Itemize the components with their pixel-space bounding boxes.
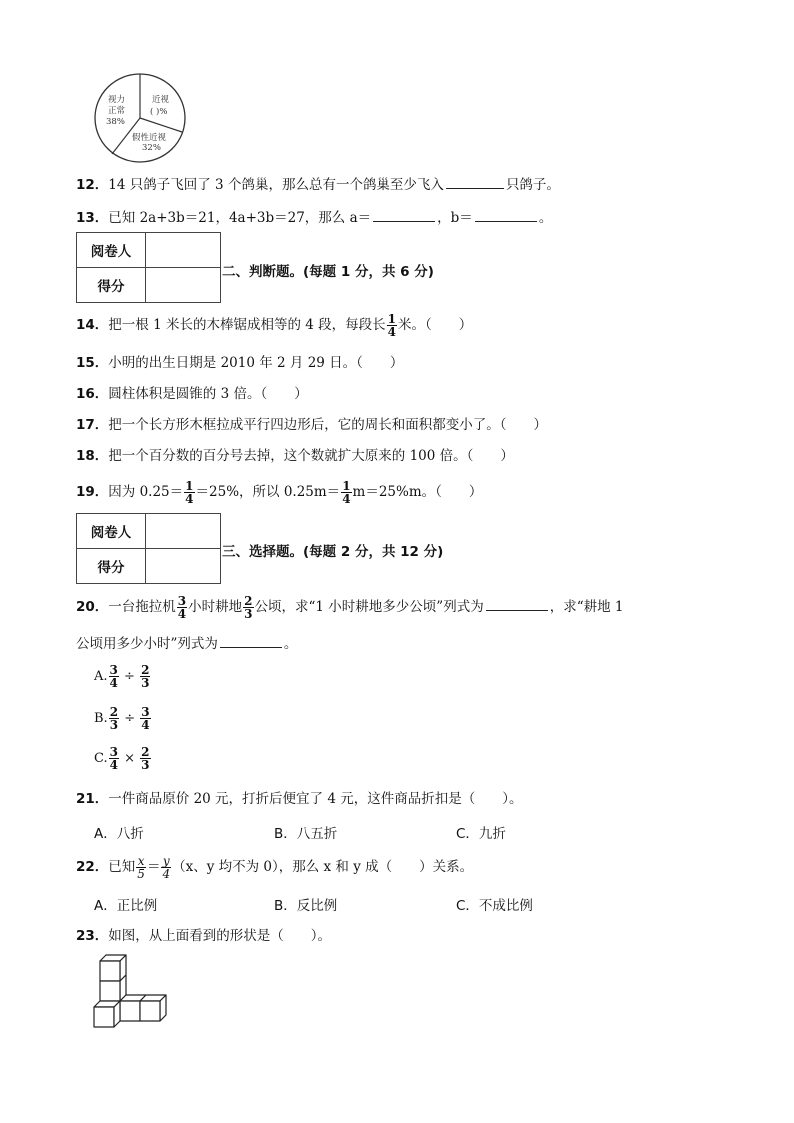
reviewer-label: 阅卷人	[77, 233, 146, 268]
answer-blank-b[interactable]	[475, 207, 537, 222]
q22-option-c[interactable]: C．不成比例	[456, 898, 533, 914]
question-number: 17．	[76, 417, 109, 433]
question-number: 16．	[76, 386, 109, 402]
fraction-quarter-a: $\frac{1}{4}$	[185, 479, 194, 506]
vision-pie-chart	[92, 70, 192, 166]
question-23	[76, 925, 331, 947]
question-12	[76, 174, 560, 196]
pie-label-pseudo: 假性近视	[132, 133, 167, 143]
score-box-section3	[76, 513, 221, 584]
question-tail: 。	[538, 210, 553, 226]
question-number: 22．	[76, 859, 109, 875]
question-text-b: （x、y 均不为 0），那么 x 和 y 成（ ）关系。	[172, 859, 474, 875]
q20-option-a[interactable]: A. $\frac{3}{4}$ ÷ $\frac{2}{3}$	[94, 663, 150, 690]
question-text: 14 只鸽子飞回了 3 个鸽巢，那么总有一个鸽巢至少飞入	[108, 177, 444, 193]
q21-option-a[interactable]: A．八折	[94, 826, 144, 842]
section-2-title: 二、判断题。(每题 1 分，共 6 分)	[222, 264, 434, 280]
q22-option-b[interactable]: B．反比例	[274, 898, 338, 914]
q20-option-c[interactable]: C. $\frac{3}{4}$ × $\frac{2}{3}$	[94, 745, 150, 772]
answer-blank-b[interactable]	[220, 633, 282, 648]
question-text-b: 小时耕地	[188, 599, 243, 615]
question-text-a: 因为 0.25＝	[108, 484, 184, 500]
q21-option-b[interactable]: B．八五折	[274, 826, 338, 842]
reviewer-label: 阅卷人	[77, 514, 146, 549]
question-20-line1	[76, 595, 624, 620]
question-text: 圆柱体积是圆锥的 3 倍。（ ）	[108, 386, 308, 402]
fraction-quarter-b: $\frac{1}{4}$	[342, 479, 351, 506]
question-text: 如图，从上面看到的形状是（ ）。	[108, 928, 332, 944]
question-17	[76, 414, 547, 436]
question-tail: 只鸽子。	[505, 177, 560, 193]
question-20-line2	[76, 633, 297, 655]
question-text: 把一个百分数的百分号去掉，这个数就扩大原来的 100 倍。（ ）	[108, 448, 514, 464]
question-text-c: 公顷，求“1 小时耕地多少公顷”列式为	[254, 599, 484, 615]
answer-blank[interactable]	[446, 174, 504, 189]
pie-value-pseudo: 32%	[142, 143, 161, 153]
reviewer-cell[interactable]	[146, 233, 221, 268]
question-text-a: 已知	[108, 859, 136, 875]
score-label: 得分	[77, 268, 146, 303]
pie-value-normal: 38%	[106, 117, 125, 127]
reviewer-cell[interactable]	[146, 514, 221, 549]
pie-label-normal-1: 视力	[108, 95, 126, 105]
question-number: 21．	[76, 791, 109, 807]
fraction-quarter: $\frac{1}{4}$	[387, 312, 396, 339]
question-mid: ，b＝	[437, 210, 473, 226]
score-cell[interactable]	[146, 268, 221, 303]
question-16	[76, 383, 308, 405]
question-text-d: ，求“耕地 1	[549, 599, 624, 615]
question-number: 23．	[76, 928, 109, 944]
q22-option-a[interactable]: A．正比例	[94, 898, 158, 914]
score-box-section2	[76, 232, 221, 303]
question-tail: 。	[283, 636, 298, 652]
q20-option-b[interactable]: B. $\frac{2}{3}$ ÷ $\frac{3}{4}$	[94, 705, 150, 732]
score-label: 得分	[77, 549, 146, 584]
question-text: 小明的出生日期是 2010 年 2 月 29 日。（ ）	[108, 355, 404, 371]
question-19	[76, 480, 482, 505]
question-text-a: 一台拖拉机	[108, 599, 176, 615]
question-text: 已知 2a+3b＝21，4a+3b＝27，那么 a＝	[108, 210, 372, 226]
fraction-x-over-5: $\frac{x}{5}$	[137, 854, 145, 881]
question-text: 把一个长方形木框拉成平行四边形后，它的周长和面积都变小了。（ ）	[108, 417, 548, 433]
question-number: 12．	[76, 177, 109, 193]
pie-value-myopia: ( )%	[150, 107, 168, 117]
pie-label-normal-2: 正常	[108, 106, 126, 116]
question-number: 18．	[76, 448, 109, 464]
question-text-line2: 公顷用多少小时”列式为	[76, 636, 218, 652]
question-14	[76, 313, 472, 338]
question-number: 13．	[76, 210, 109, 226]
answer-blank-a[interactable]	[486, 596, 548, 611]
section-3-title: 三、选择题。(每题 2 分，共 12 分)	[222, 544, 444, 560]
question-tail: 米。（ ）	[398, 317, 473, 333]
question-13	[76, 207, 552, 229]
score-cell[interactable]	[146, 549, 221, 584]
question-18	[76, 445, 514, 467]
question-number: 14．	[76, 317, 109, 333]
question-text-b: ＝25%，所以 0.25m＝	[195, 484, 341, 500]
question-22: 22．已知 $\frac{x}{5}$ ＝ $\frac{y}{4}$ （x、y 均不为 0），那么 x 和 y 成（ ）关系。	[76, 854, 474, 881]
fraction-y-over-4: $\frac{y}{4}$	[162, 854, 171, 881]
cube-stack-figure	[92, 952, 174, 1030]
question-number: 19．	[76, 484, 109, 500]
q21-option-c[interactable]: C．九折	[456, 826, 506, 842]
question-21	[76, 788, 522, 810]
fraction-two-thirds: $\frac{2}{3}$	[244, 594, 253, 621]
question-text: 一件商品原价 20 元，打折后便宜了 4 元，这件商品折扣是（ ）。	[108, 791, 523, 807]
question-15	[76, 352, 403, 374]
question-number: 15．	[76, 355, 109, 371]
question-text: 把一根 1 米长的木棒锯成相等的 4 段，每段长	[108, 317, 386, 333]
question-number: 20．	[76, 599, 109, 615]
fraction-three-quarters: $\frac{3}{4}$	[177, 594, 187, 621]
question-text-c: m＝25%m。（ ）	[352, 484, 483, 500]
answer-blank-a[interactable]	[373, 207, 435, 222]
pie-label-myopia: 近视	[152, 95, 170, 105]
